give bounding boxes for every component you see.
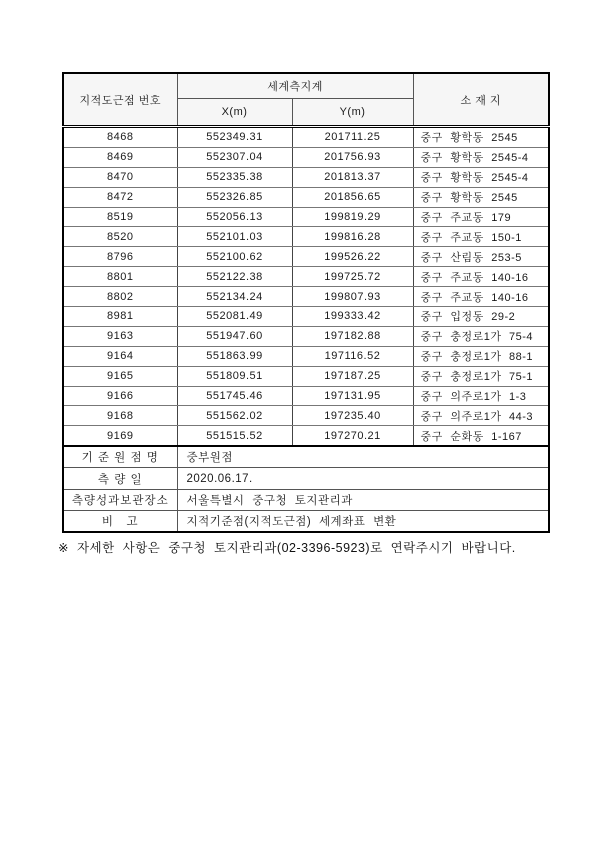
location-cell: 중구 주교동 150-1: [413, 227, 549, 247]
location-cell: 중구 주교동 140-16: [413, 287, 549, 307]
info-value-cell: 중부원점: [177, 446, 549, 468]
point-no-cell: 8520: [63, 227, 177, 247]
table-row: [63, 227, 549, 247]
location-cell: 중구 주교동 179: [413, 207, 549, 227]
table-row: [63, 127, 549, 148]
point-no-cell: 8468: [63, 127, 177, 148]
header-x-coordinate: X(m): [177, 99, 292, 127]
control-point-table: [62, 72, 550, 533]
table-row: [63, 426, 549, 446]
x-cell: 552134.24: [177, 287, 292, 307]
y-cell: 199816.28: [292, 227, 413, 247]
location-cell: 중구 충정로1가 75-1: [413, 366, 549, 386]
x-cell: 551515.52: [177, 426, 292, 446]
info-row: [63, 510, 549, 532]
header-location: 소 재 지: [413, 73, 549, 127]
x-cell: 551809.51: [177, 366, 292, 386]
y-cell: 199725.72: [292, 267, 413, 287]
table-row: [63, 326, 549, 346]
location-cell: 중구 충정로1가 88-1: [413, 346, 549, 366]
y-cell: 197116.52: [292, 346, 413, 366]
info-label-cell: 기 준 원 점 명: [63, 446, 177, 468]
y-cell: 201856.65: [292, 187, 413, 207]
point-no-cell: 9163: [63, 326, 177, 346]
info-value-cell: 2020.06.17.: [177, 468, 549, 489]
point-no-cell: 9165: [63, 366, 177, 386]
table-row: [63, 187, 549, 207]
info-row: [63, 446, 549, 468]
y-cell: 201756.93: [292, 147, 413, 167]
y-cell: 197182.88: [292, 326, 413, 346]
y-cell: 199526.22: [292, 247, 413, 267]
point-no-cell: 8796: [63, 247, 177, 267]
x-cell: 552307.04: [177, 147, 292, 167]
info-value-cell: 서울특별시 중구청 토지관리과: [177, 489, 549, 510]
table-row: [63, 267, 549, 287]
location-cell: 중구 황학동 2545: [413, 187, 549, 207]
x-cell: 552335.38: [177, 167, 292, 187]
point-no-cell: 9168: [63, 406, 177, 426]
x-cell: 552101.03: [177, 227, 292, 247]
point-no-cell: 9166: [63, 386, 177, 406]
info-label-cell: 측량성과보관장소: [63, 489, 177, 510]
point-no-cell: 8470: [63, 167, 177, 187]
table-body: [63, 127, 549, 447]
point-no-cell: 8802: [63, 287, 177, 307]
header-y-coordinate: Y(m): [292, 99, 413, 127]
x-cell: 552100.62: [177, 247, 292, 267]
y-cell: 197187.25: [292, 366, 413, 386]
point-no-cell: 9164: [63, 346, 177, 366]
info-row: [63, 489, 549, 510]
location-cell: 중구 황학동 2545-4: [413, 167, 549, 187]
table-row: [63, 207, 549, 227]
y-cell: 197131.95: [292, 386, 413, 406]
table-row: [63, 247, 549, 267]
header-geodetic-system: 세계측지계: [177, 73, 413, 99]
info-label-cell: 측 량 일: [63, 468, 177, 489]
x-cell: 551863.99: [177, 346, 292, 366]
x-cell: 551562.02: [177, 406, 292, 426]
x-cell: 552122.38: [177, 267, 292, 287]
table-row: [63, 167, 549, 187]
y-cell: 199819.29: [292, 207, 413, 227]
table-row: [63, 406, 549, 426]
location-cell: 중구 충정로1가 75-4: [413, 326, 549, 346]
y-cell: 201711.25: [292, 127, 413, 148]
table-info-section: [63, 446, 549, 532]
info-row: [63, 468, 549, 489]
x-cell: 552081.49: [177, 307, 292, 327]
point-no-cell: 8981: [63, 307, 177, 327]
location-cell: 중구 황학동 2545-4: [413, 147, 549, 167]
header-point-no: 지적도근점 번호: [63, 73, 177, 127]
point-no-cell: 8469: [63, 147, 177, 167]
y-cell: 197270.21: [292, 426, 413, 446]
info-label-cell: 비 고: [63, 510, 177, 532]
table-row: [63, 147, 549, 167]
x-cell: 551947.60: [177, 326, 292, 346]
location-cell: 중구 의주로1가 44-3: [413, 406, 549, 426]
location-cell: 중구 주교동 140-16: [413, 267, 549, 287]
x-cell: 552056.13: [177, 207, 292, 227]
location-cell: 중구 입정동 29-2: [413, 307, 549, 327]
location-cell: 중구 순화동 1-167: [413, 426, 549, 446]
table-row: [63, 366, 549, 386]
location-cell: 중구 황학동 2545: [413, 127, 549, 148]
table-row: [63, 386, 549, 406]
y-cell: 199333.42: [292, 307, 413, 327]
table-row: [63, 287, 549, 307]
info-value-cell: 지적기준점(지적도근점) 세계좌표 변환: [177, 510, 549, 532]
location-cell: 중구 산림동 253-5: [413, 247, 549, 267]
x-cell: 551745.46: [177, 386, 292, 406]
y-cell: 197235.40: [292, 406, 413, 426]
x-cell: 552349.31: [177, 127, 292, 148]
y-cell: 199807.93: [292, 287, 413, 307]
y-cell: 201813.37: [292, 167, 413, 187]
table-row: [63, 346, 549, 366]
table-header: [63, 73, 549, 127]
location-cell: 중구 의주로1가 1-3: [413, 386, 549, 406]
point-no-cell: 8472: [63, 187, 177, 207]
x-cell: 552326.85: [177, 187, 292, 207]
table-row: [63, 307, 549, 327]
point-no-cell: 8519: [63, 207, 177, 227]
point-no-cell: 9169: [63, 426, 177, 446]
contact-footnote: ※ 자세한 사항은 중구청 토지관리과(02-3396-5923)로 연락주시기 바랍니다.: [58, 541, 516, 555]
point-no-cell: 8801: [63, 267, 177, 287]
